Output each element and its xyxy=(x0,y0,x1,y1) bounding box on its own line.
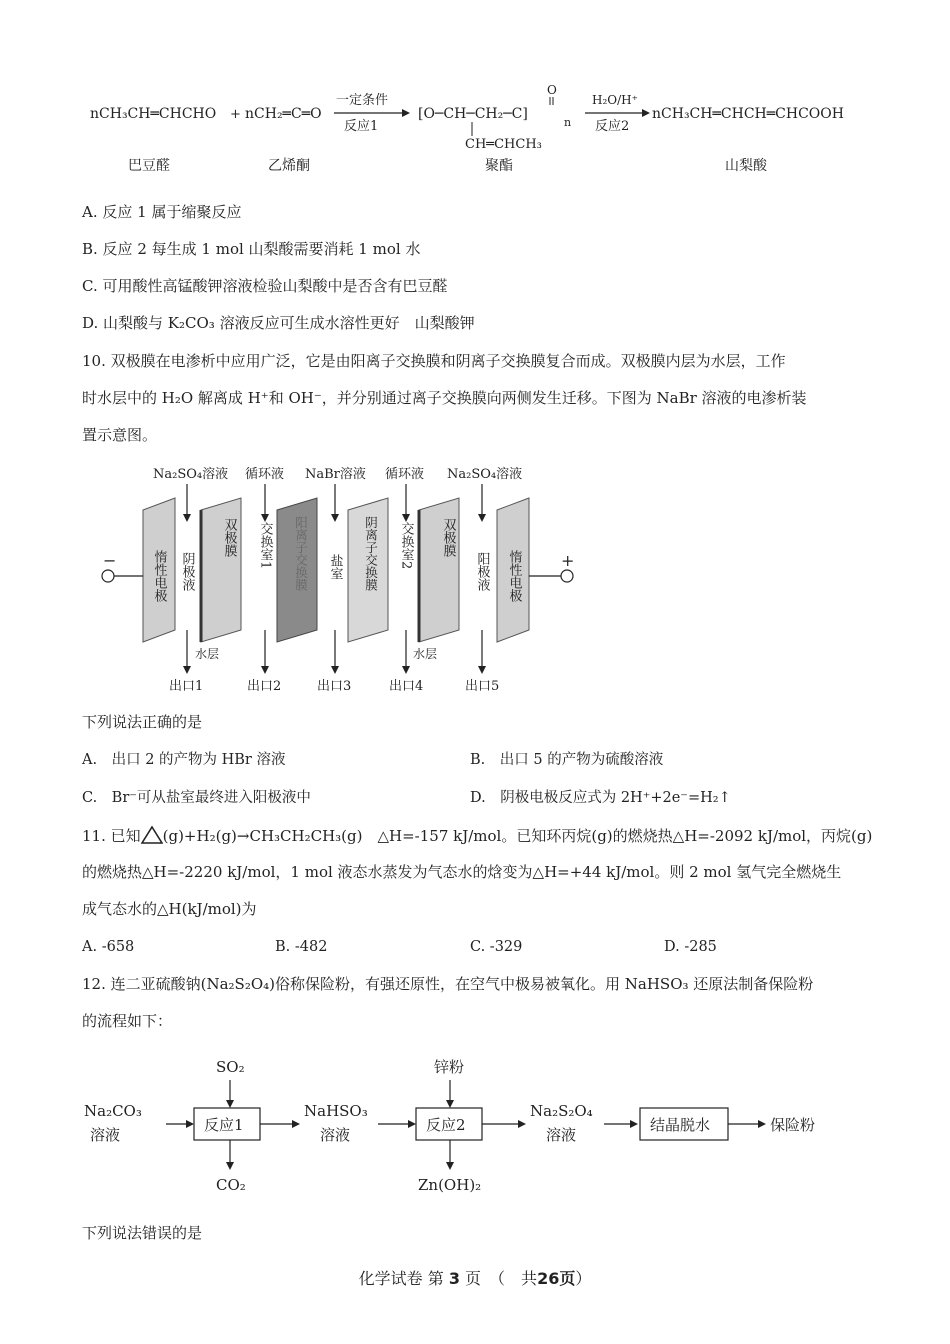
q11-stem-line2: 的燃烧热△H=-2220 kJ/mol，1 mol 液态水蒸发为气态水的焓变为△H=+44 kJ/mol。则 2 mol 氢气完全燃烧生 xyxy=(82,863,842,881)
q11-prefix: 11. 已知 xyxy=(82,827,141,845)
q11-equation: (g)+H₂(g)→CH₃CH₂CH₃(g) △H=-157 kJ/mol。已知环丙烷(g)的燃烧热△H=-2092 kJ/mol，丙烷(g) xyxy=(162,827,873,845)
cyclopropane-icon xyxy=(141,825,163,845)
reactant-crotonaldehyde: nCH₃CH═CHCHO xyxy=(90,106,217,122)
water-layer-right: 水层 xyxy=(413,647,438,661)
process-flowchart xyxy=(80,1050,840,1200)
condition2-top: H₂O/H⁺ xyxy=(592,93,638,107)
polymer-carbonyl-o: O xyxy=(547,83,557,97)
outlet-1: 出口1 xyxy=(169,679,204,694)
q10-question: 下列说法正确的是 xyxy=(82,713,203,731)
q11-stem-line3: 成气态水的△H(kJ/mol)为 xyxy=(82,900,257,918)
q9-option-b: B. 反应 2 每生成 1 mol 山梨酸需要消耗 1 mol 水 xyxy=(82,240,421,258)
anode-liquid-label: 阳极液 xyxy=(474,552,490,591)
q11-option-b: B. -482 xyxy=(275,939,328,955)
polymer-n: n xyxy=(564,116,572,129)
left-electrode-label: 惰性电极 xyxy=(151,550,167,602)
outlet-4: 出口4 xyxy=(389,679,424,694)
q9-option-a: A. 反应 1 属于缩聚反应 xyxy=(82,203,242,221)
flow-in-so2: SO₂ xyxy=(216,1058,245,1076)
footer-right: ） xyxy=(575,1269,592,1288)
condition1-bottom: 反应1 xyxy=(344,119,379,134)
page-footer xyxy=(0,1266,950,1289)
label-circulating-right: 循环液 xyxy=(385,467,425,482)
flow-out-znoh2: Zn(OH)₂ xyxy=(418,1176,482,1194)
bipolar-right-label: 双极膜 xyxy=(440,518,456,557)
flow-start-bottom: 溶液 xyxy=(90,1126,121,1144)
q11-option-a: A. -658 xyxy=(82,939,135,955)
q10-stem-line1: 10. 双极膜在电渗析中应用广泛，它是由阳离子交换膜和阴离子交换膜复合而成。双极膜内层为水层，工作 xyxy=(82,352,786,370)
outlet-3: 出口3 xyxy=(317,679,352,694)
q12-stem-line1: 12. 连二亚硫酸钠(Na₂S₂O₄)俗称保险粉，有强还原性，在空气中极易被氧化。用 NaHSO₃ 还原法制备保险粉 xyxy=(82,975,814,993)
outlet-2: 出口2 xyxy=(247,679,282,694)
q10-stem-line3: 置示意图。 xyxy=(82,426,158,444)
polymer-main-chain: [O─CH─CH₂─C] xyxy=(418,106,528,122)
cation-membrane-label: 阳离子交换膜 xyxy=(293,516,309,591)
flow-start-top: Na₂CO₃ xyxy=(84,1102,142,1120)
exchange-room1-label: 交换室1 xyxy=(257,522,273,570)
q11-stem-line1 xyxy=(82,825,872,846)
q9-option-c: C. 可用酸性高锰酸钾溶液检验山梨酸中是否含有巴豆醛 xyxy=(82,277,448,295)
product-sorbic-acid: nCH₃CH═CHCH═CHCOOH xyxy=(652,106,844,122)
condition2-bottom: 反应2 xyxy=(595,119,630,134)
flow-box-crystallize: 结晶脱水 xyxy=(650,1116,711,1134)
flow-mid-nahso3-solution: 溶液 xyxy=(320,1126,351,1144)
q12-question: 下列说法错误的是 xyxy=(82,1224,203,1242)
label-na2so4-right: Na₂SO₄溶液 xyxy=(447,467,523,482)
footer-left: 化学试卷 第 xyxy=(358,1269,444,1288)
salt-room-label: 盐室 xyxy=(327,554,343,580)
flow-box-reaction1: 反应1 xyxy=(204,1116,244,1134)
water-layer-left: 水层 xyxy=(195,647,220,661)
q11-option-d: D. -285 xyxy=(664,939,717,955)
bipolar-left-label: 双极膜 xyxy=(221,518,237,557)
anion-membrane-label: 阴离子交换膜 xyxy=(363,516,379,591)
name-crotonaldehyde: 巴豆醛 xyxy=(128,158,170,174)
q10-option-d: D. 阴极电极反应式为 2H⁺+2e⁻=H₂↑ xyxy=(470,790,731,806)
q12-stem-line2: 的流程如下： xyxy=(82,1012,173,1030)
exchange-room2-label: 交换室2 xyxy=(398,522,414,570)
footer-total-pages: 26页 xyxy=(537,1269,576,1288)
q10-option-a: A. 出口 2 的产物为 HBr 溶液 xyxy=(82,752,286,768)
plus-terminal: + xyxy=(561,551,575,570)
flow-mid2-solution: 溶液 xyxy=(546,1126,577,1144)
q10-option-b: B. 出口 5 的产物为硫酸溶液 xyxy=(470,752,664,768)
minus-terminal: − xyxy=(103,551,117,570)
footer-page-number: 3 xyxy=(448,1269,460,1288)
reactant-ketene: nCH₂═C═O xyxy=(245,106,322,122)
name-polyester: 聚酯 xyxy=(485,158,513,174)
polymer-side-chain: CH═CHCH₃ xyxy=(465,137,542,152)
cathode-liquid-label: 阴极液 xyxy=(179,552,195,591)
q10-option-c: C. Br⁻可从盐室最终进入阳极液中 xyxy=(82,790,311,806)
flow-mid2-na2s2o4: Na₂S₂O₄ xyxy=(530,1102,593,1120)
name-sorbic-acid: 山梨酸 xyxy=(725,158,767,174)
flow-end-product: 保险粉 xyxy=(770,1116,816,1134)
outlet-5: 出口5 xyxy=(465,679,500,694)
label-na2so4-left: Na₂SO₄溶液 xyxy=(153,467,229,482)
label-circulating-left: 循环液 xyxy=(245,467,285,482)
footer-middle: 页 （ 共 xyxy=(465,1269,538,1288)
flow-mid-nahso3: NaHSO₃ xyxy=(304,1102,368,1120)
electrodialysis-diagram xyxy=(95,458,595,698)
label-nabr: NaBr溶液 xyxy=(305,467,366,482)
name-ketene: 乙烯酮 xyxy=(268,158,310,174)
q11-option-c: C. -329 xyxy=(470,939,523,955)
right-electrode-label: 惰性电极 xyxy=(506,550,522,602)
flow-in-zinc: 锌粉 xyxy=(434,1058,465,1076)
flow-out-co2: CO₂ xyxy=(216,1176,246,1194)
flow-box-reaction2: 反应2 xyxy=(426,1116,466,1134)
plus-sign: + xyxy=(230,107,241,122)
reaction-scheme xyxy=(80,78,880,178)
q10-stem-line2: 时水层中的 H₂O 解离成 H⁺和 OH⁻，并分别通过离子交换膜向两侧发生迁移。下图为 NaBr 溶液的电渗析装 xyxy=(82,389,807,407)
q9-option-d: D. 山梨酸与 K₂CO₃ 溶液反应可生成水溶性更好 山梨酸钾 xyxy=(82,314,475,332)
condition1-top: 一定条件 xyxy=(336,93,389,108)
